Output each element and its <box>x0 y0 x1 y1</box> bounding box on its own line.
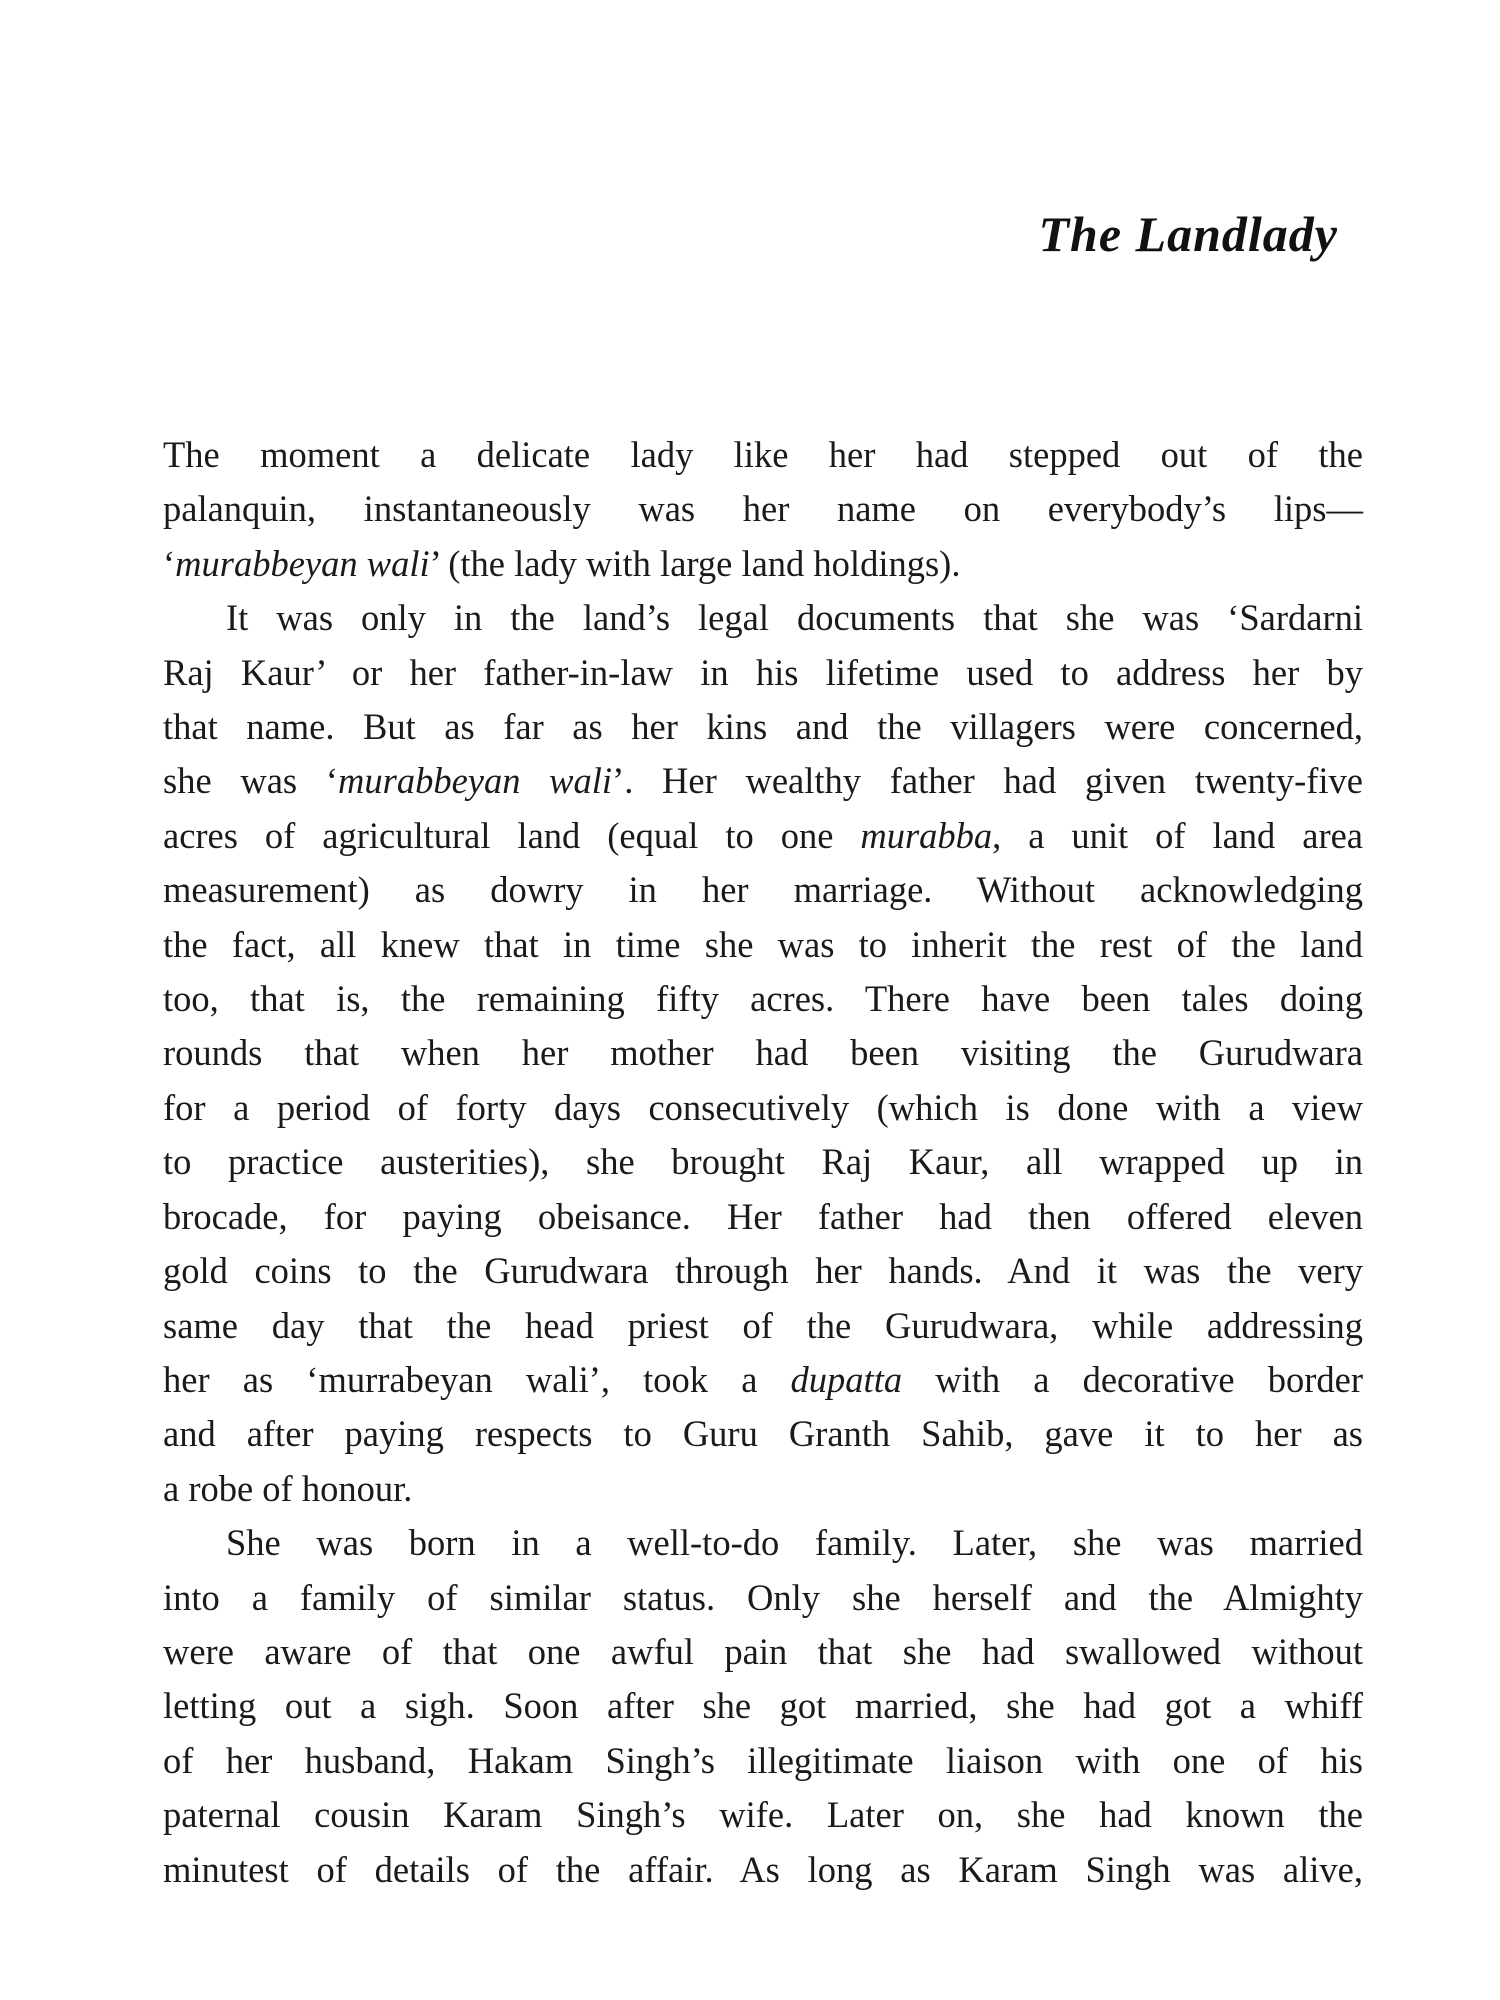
text-line: the fact, all knew that in time she was to inherit the rest of the land <box>163 923 1363 965</box>
text-line: It was only in the land’s legal documents that she was ‘Sardarni <box>226 597 1363 639</box>
text-line: ‘murabbeyan wali’ (the lady with large land holdings). <box>163 542 961 584</box>
paragraph-3 <box>163 1516 1363 1897</box>
text-line: into a family of similar status. Only she herself and the Almighty <box>163 1576 1363 1618</box>
text-line: her as ‘murrabeyan wali’, took a dupatta with a decorative border <box>163 1358 1364 1400</box>
text-line: acres of agricultural land (equal to one murabba, a unit of land area <box>163 814 1364 856</box>
paragraph-2 <box>163 591 1363 1516</box>
text-line: same day that the head priest of the Gurudwara, while addressing <box>163 1304 1363 1346</box>
text-line: gold coins to the Gurudwara through her hands. And it was the very <box>163 1250 1363 1292</box>
text-line: palanquin, instantaneously was her name on everybody’s lips— <box>163 488 1363 530</box>
chapter-body <box>163 428 1363 1897</box>
text-line: and after paying respects to Guru Granth Sahib, gave it to her as <box>163 1413 1363 1455</box>
chapter-title: The Landlady <box>1038 206 1338 262</box>
paragraph-1 <box>163 428 1363 591</box>
text-line: measurement) as dowry in her marriage. Without acknowledging <box>163 869 1363 911</box>
text-line: of her husband, Hakam Singh’s illegitimate liaison with one of his <box>163 1739 1363 1781</box>
text-line: paternal cousin Karam Singh’s wife. Later on, she had known the <box>163 1794 1363 1836</box>
italic-term: murabba <box>860 814 993 856</box>
italic-term: murabbeyan wali <box>338 760 613 802</box>
text-line: that name. But as far as her kins and the villagers were concerned, <box>163 706 1363 748</box>
italic-term: dupatta <box>790 1358 903 1400</box>
text-line: She was born in a well-to-do family. Later, she was married <box>226 1522 1363 1564</box>
text-line: to practice austerities), she brought Raj Kaur, all wrapped up in <box>163 1141 1363 1183</box>
text-line: The moment a delicate lady like her had stepped out of the <box>163 434 1363 475</box>
italic-term: murabbeyan wali <box>175 542 430 584</box>
text-line: letting out a sigh. Soon after she got married, she had got a whiff <box>163 1685 1363 1727</box>
text-line: a robe of honour. <box>163 1467 413 1509</box>
text-line: rounds that when her mother had been visiting the Gurudwara <box>163 1032 1363 1074</box>
text-line: minutest of details of the affair. As long as Karam Singh was alive, <box>163 1848 1363 1890</box>
text-line: Raj Kaur’ or her father-in-law in his lifetime used to address her by <box>163 651 1363 693</box>
text-line: too, that is, the remaining fifty acres. There have been tales doing <box>163 978 1363 1020</box>
text-line: brocade, for paying obeisance. Her father had then offered eleven <box>163 1195 1363 1237</box>
text-line: she was ‘murabbeyan wali’. Her wealthy father had given twenty-five <box>163 760 1364 802</box>
text-line: for a period of forty days consecutively (which is done with a view <box>163 1086 1363 1128</box>
text-line: were aware of that one awful pain that she had swallowed without <box>163 1630 1363 1672</box>
